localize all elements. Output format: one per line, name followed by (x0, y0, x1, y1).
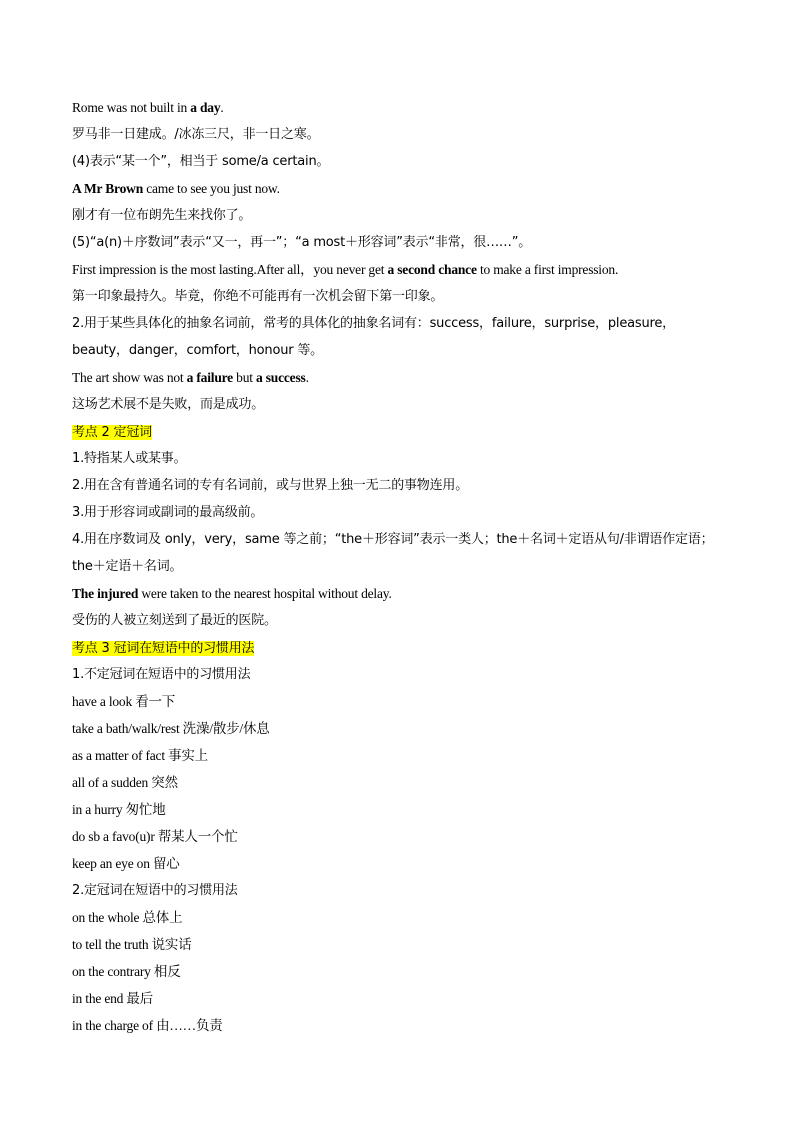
phrase-item: in the charge of 由……负责 (72, 1018, 223, 1033)
rule-item: (4)表示“某一个”，相当于 some/a certain。 (72, 154, 330, 169)
phrase-item: take a bath/walk/rest 洗澡/散步/休息 (72, 721, 270, 736)
rule-item: 1.特指某人或某事。 (72, 451, 187, 466)
example-sentence: The art show was not a failure but a success. (72, 370, 309, 385)
phrase-item: in the end 最后 (72, 991, 154, 1006)
phrase-item: to tell the truth 说实话 (72, 937, 192, 952)
phrase-item: do sb a favo(u)r 帮某人一个忙 (72, 829, 238, 844)
translation: 第一印象最持久。毕竟，你绝不可能再有一次机会留下第一印象。 (72, 289, 444, 304)
translation: 这场艺术展不是失败，而是成功。 (72, 397, 265, 412)
rule-item: 4.用在序数词及 only，very，same 等之前；“the＋形容词”表示一类人；the＋名词＋定语从句/非谓语作定语； (72, 532, 714, 547)
section-heading-3: 考点 3 冠词在短语中的习惯用法 (72, 641, 255, 656)
phrase-item: as a matter of fact 事实上 (72, 748, 208, 763)
example-sentence: First impression is the most lasting.After all，you never get a second chance to make a first impression. (72, 262, 619, 277)
phrase-item: on the contrary 相反 (72, 964, 181, 979)
rule-item-cont: the＋定语＋名词。 (72, 559, 183, 574)
phrase-item: have a look 看一下 (72, 694, 176, 709)
rule-item: 2.用于某些具体化的抽象名词前，常考的具体化的抽象名词有：success，failure，surprise，pleasure， (72, 316, 675, 331)
rule-item: (5)“a(n)＋序数词”表示“又一，再一”；“a most＋形容词”表示“非常，很……”。 (72, 235, 532, 250)
phrase-item: keep an eye on 留心 (72, 856, 180, 871)
example-sentence: The injured were taken to the nearest hospital without delay. (72, 586, 392, 601)
rule-item-cont: beauty，danger，comfort，honour 等。 (72, 343, 323, 358)
section-heading-2: 考点 2 定冠词 (72, 425, 152, 440)
rule-item: 2.用在含有普通名词的专有名词前，或与世界上独一无二的事物连用。 (72, 478, 469, 493)
example-sentence: A Mr Brown came to see you just now. (72, 181, 280, 196)
phrase-item: all of a sudden 突然 (72, 775, 178, 790)
phrase-item: in a hurry 匆忙地 (72, 802, 166, 817)
translation: 刚才有一位布朗先生来找你了。 (72, 208, 252, 223)
document-body (72, 94, 732, 1039)
subheading: 2.定冠词在短语中的习惯用法 (72, 883, 238, 898)
rule-item: 3.用于形容词或副词的最高级前。 (72, 505, 264, 520)
translation: 受伤的人被立刻送到了最近的医院。 (72, 613, 277, 628)
translation: 罗马非一日建成。/冰冻三尺，非一日之寒。 (72, 127, 320, 142)
subheading: 1.不定冠词在短语中的习惯用法 (72, 667, 251, 682)
example-sentence: Rome was not built in a day. (72, 100, 224, 115)
phrase-item: on the whole 总体上 (72, 910, 183, 925)
